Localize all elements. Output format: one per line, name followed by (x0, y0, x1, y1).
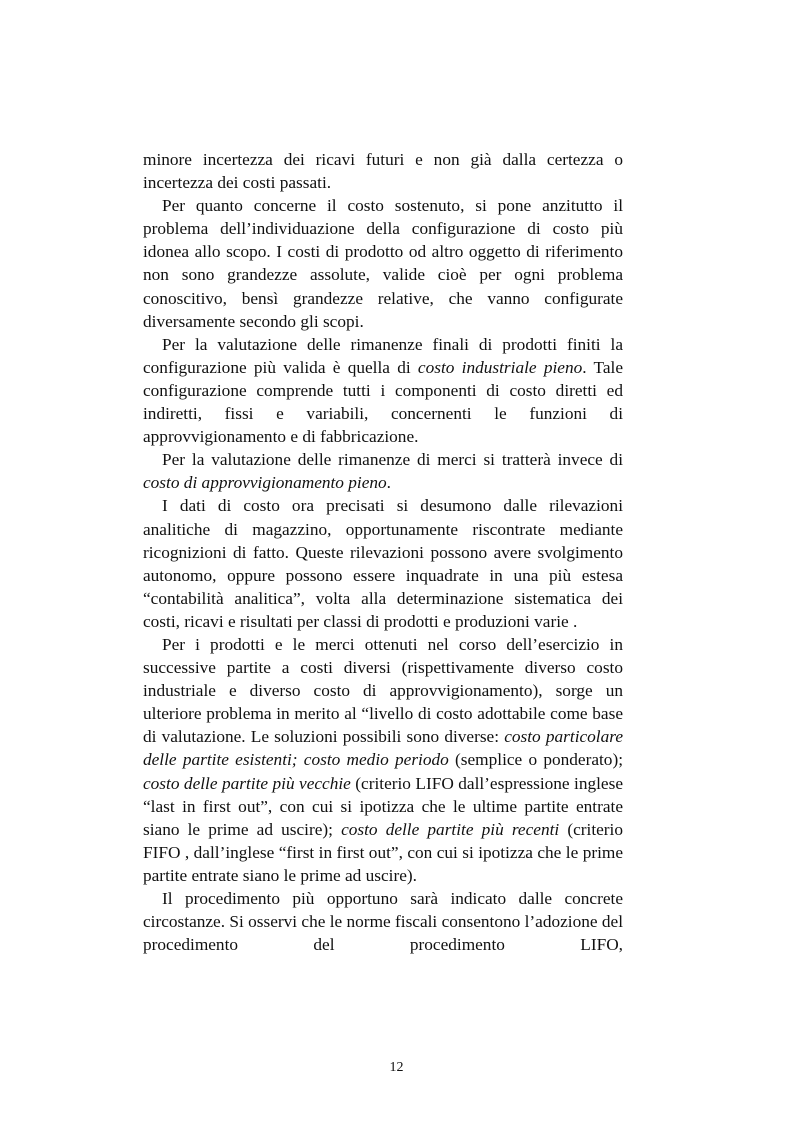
text-run: . (386, 473, 391, 493)
italic-term: costo industriale pieno (417, 357, 583, 377)
text-run: (semplice o ponderato); (448, 750, 623, 770)
text-run: (criterio FIFO , dall’inglese “first in first out”, con cui si ipotizza che le prime partite entrate siano le prime ad uscire). (143, 819, 623, 885)
italic-term: costo particolare delle partite esistenti; costo medio periodo (143, 727, 623, 770)
paragraph (143, 494, 623, 633)
paragraph (143, 148, 623, 194)
text-run: Per la valutazione delle rimanenze di merci si tratterà invece di (162, 450, 623, 470)
paragraph (143, 333, 623, 448)
text-run: Il procedimento più opportuno sarà indicato dalle concrete circostanze. Si osservi che le norme fiscali consentono l’adozione del procedimento del procedimento LIFO, (143, 889, 623, 955)
paragraph (143, 448, 623, 494)
text-run: Per la valutazione delle rimanenze finali di prodotti finiti la configurazione più valida è quella di (143, 334, 623, 377)
paragraph (143, 633, 623, 887)
text-run: I dati di costo ora precisati si desumono dalle rilevazioni analitiche di magazzino, opportunamente riscontrate mediante ricognizioni di fatto. Queste rilevazioni possono avere svolgimento autonomo, oppure possono essere inquadrate in una più estesa “contabilità analitica”, volta alla determinazione sistematica dei costi, ricavi e risultati per classi di prodotti e produzioni varie . (143, 496, 623, 631)
paragraph (143, 194, 623, 333)
text-run: minore incertezza dei ricavi futuri e non già dalla certezza o incertezza dei costi passati. (143, 150, 623, 193)
italic-term: costo di approvvigionamento pieno (143, 473, 387, 493)
italic-term: costo delle partite più recenti (341, 819, 560, 839)
paragraph (143, 887, 623, 956)
text-run: (criterio LIFO dall’espressione inglese “last in first out”, con cui si ipotizza che le ultime partite entrate siano le prime ad uscire); (143, 773, 623, 839)
italic-term: costo delle partite più vecchie (143, 773, 351, 793)
text-run: Per quanto concerne il costo sostenuto, si pone anzitutto il problema dell’individuazione della configurazione di costo più idonea allo scopo. I costi di prodotto od altro oggetto di riferimento non sono grandezze assolute, valide cioè per ogni problema conoscitivo, bensì grandezze relative, che vanno configurate diversamente secondo gli scopi. (143, 196, 623, 331)
document-body (143, 148, 623, 956)
page-number: 12 (389, 1060, 404, 1075)
text-run: Per i prodotti e le merci ottenuti nel corso dell’esercizio in successive partite a costi diversi (rispettivamente diverso costo industriale e diverso costo di approvvigionamento), sorge un ulteriore problema in merito al “livello di costo adottabile come base di valutazione. Le soluzioni possibili sono diverse: (143, 634, 623, 747)
text-run: . Tale configurazione comprende tutti i componenti di costo diretti ed indiretti, fissi e variabili, concernenti le funzioni di approvvigionamento e di fabbricazione. (143, 357, 624, 447)
